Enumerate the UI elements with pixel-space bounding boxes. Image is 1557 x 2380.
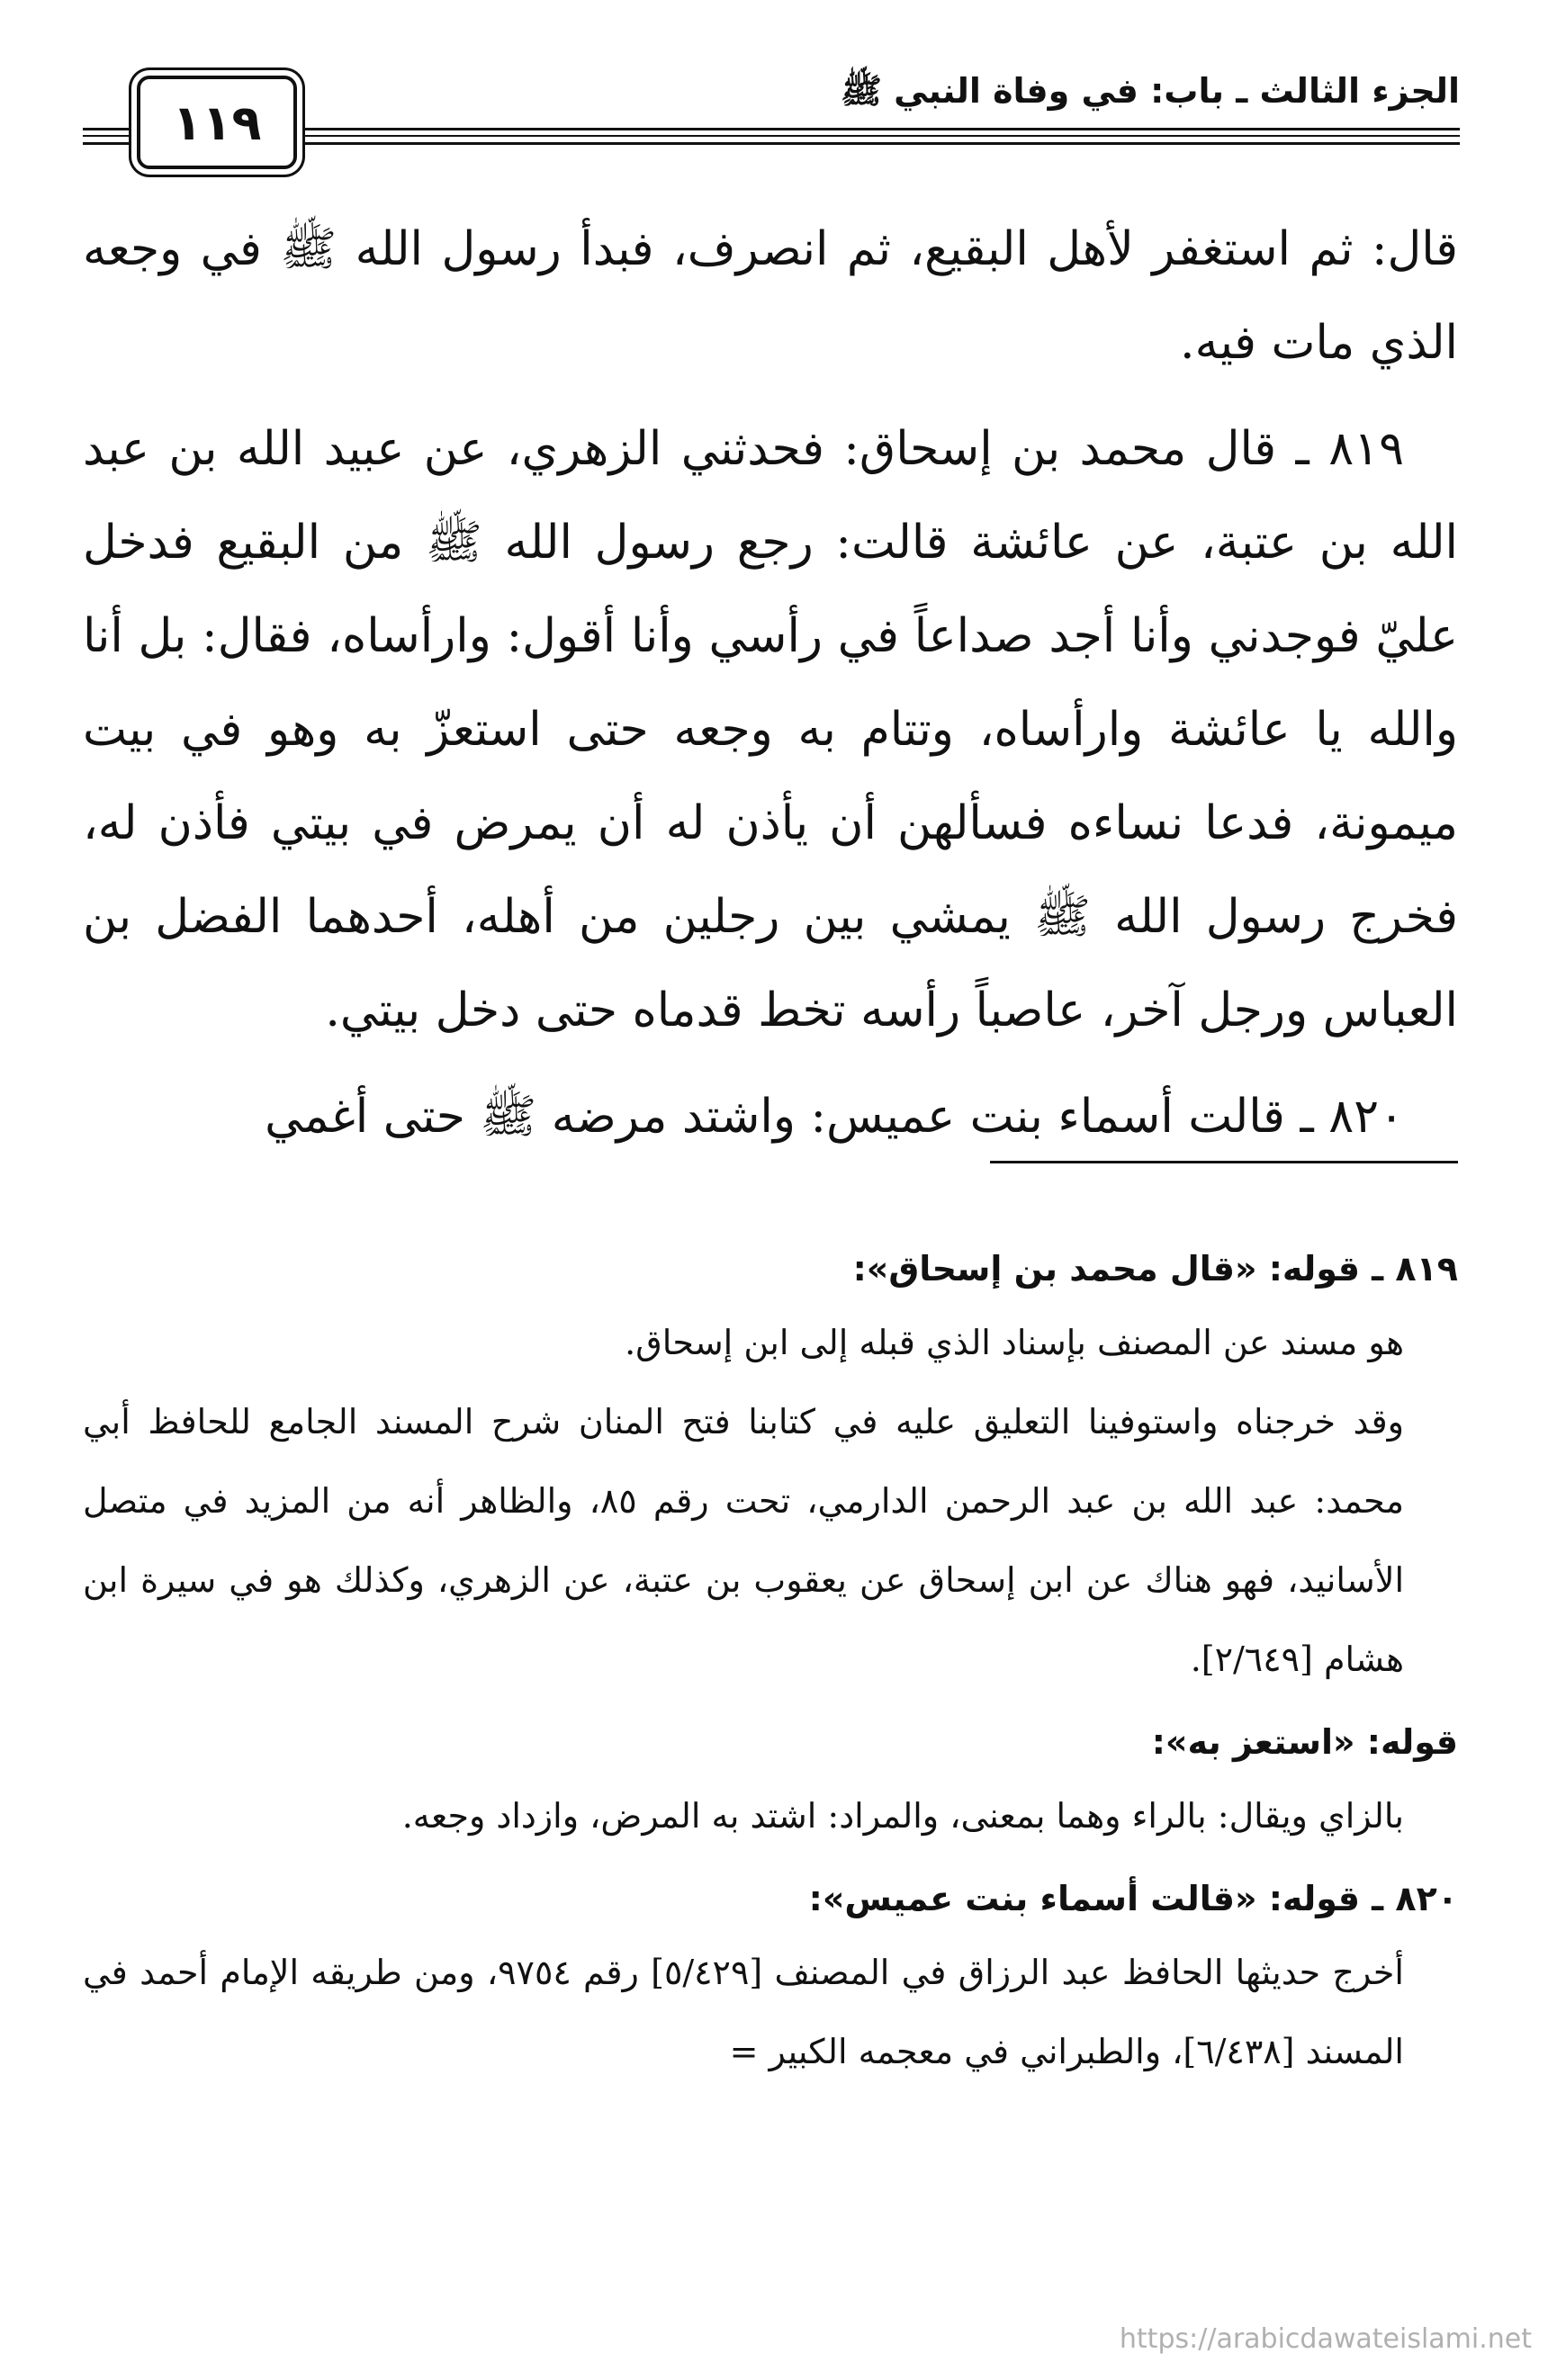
footnote-text: أخرج حديثها الحافظ عبد الرزاق في المصنف [٥/٤٢٩] رقم ٩٧٥٤، ومن طريقه الإمام أحمد في المسند [٦/٤٣٨]، والطبراني في معجمه الكبير = [83,1953,1404,2071]
watermark-url: https://arabicdawateislami.net [1119,2323,1532,2355]
footnote-heading: ٨٢٠ ـ قوله: «قالت أسماء بنت عميس»: [808,1879,1458,1918]
footnote-text: هو مسند عن المصنف بإسناد الذي قبله إلى ابن إسحاق. [625,1323,1404,1362]
paragraph: قال: ثم استغفر لأهل البقيع، ثم انصرف، فبدأ رسول الله ﷺ في وجعه الذي مات فيه. [83,222,1458,370]
running-title: الجزء الثالث ـ باب: في وفاة النبي ﷺ [840,71,1460,111]
footnote-separator [990,1161,1458,1163]
footnotes [83,1242,1458,2091]
main-text [83,202,1458,1163]
page-number: ١١٩ [172,94,262,151]
paragraph: ٨١٩ ـ قال محمد بن إسحاق: فحدثني الزهري، عن عبيد الله بن عبد الله بن عتبة، عن عائشة قالت: رجع رسول الله ﷺ من البقيع فدخل عليّ فوجدني وأنا أجد صداعاً في رأسي وأنا أقول: وارأساه، فقال: بل أنا والله يا عائشة وارأساه، وتتام به وجعه حتى استعزّ به وهو في بيت ميمونة، فدعا نساءه فسألهن أن يأذن له أن يمرض في بيتي فأذن له، فخرج رسول الله ﷺ يمشي بين رجلين من أهله، أحدهما الفضل بن العباس ورجل آخر، عاصباً رأسه تخط قدماه حتى دخل بيتي. [83,422,1458,1037]
paragraph: ٨٢٠ ـ قالت أسماء بنت عميس: واشتد مرضه ﷺ حتى أغمي [265,1090,1404,1144]
footnote-text: وقد خرجناه واستوفينا التعليق عليه في كتابنا فتح المنان شرح المسند الجامع للحافظ أبي محمد: عبد الله بن عبد الرحمن الدارمي، تحت رقم ٨٥، والظاهر أنه من المزيد في متصل الأسانيد، فهو هناك عن ابن إسحاق عن يعقوب بن عتبة، عن الزهري، وكذلك هو في سيرة ابن هشام [٢/٦٤٩]. [83,1402,1405,1679]
page-number-box [137,76,297,169]
footnote-text: بالزاي ويقال: بالراء وهما بمعنى، والمراد: اشتد به المرض، وازداد وجعه. [401,1796,1404,1836]
footnote-heading: ٨١٩ ـ قوله: «قال محمد بن إسحاق»: [852,1249,1458,1289]
footnote-heading: قوله: «استعز به»: [1151,1722,1458,1762]
page-header [83,63,1460,162]
